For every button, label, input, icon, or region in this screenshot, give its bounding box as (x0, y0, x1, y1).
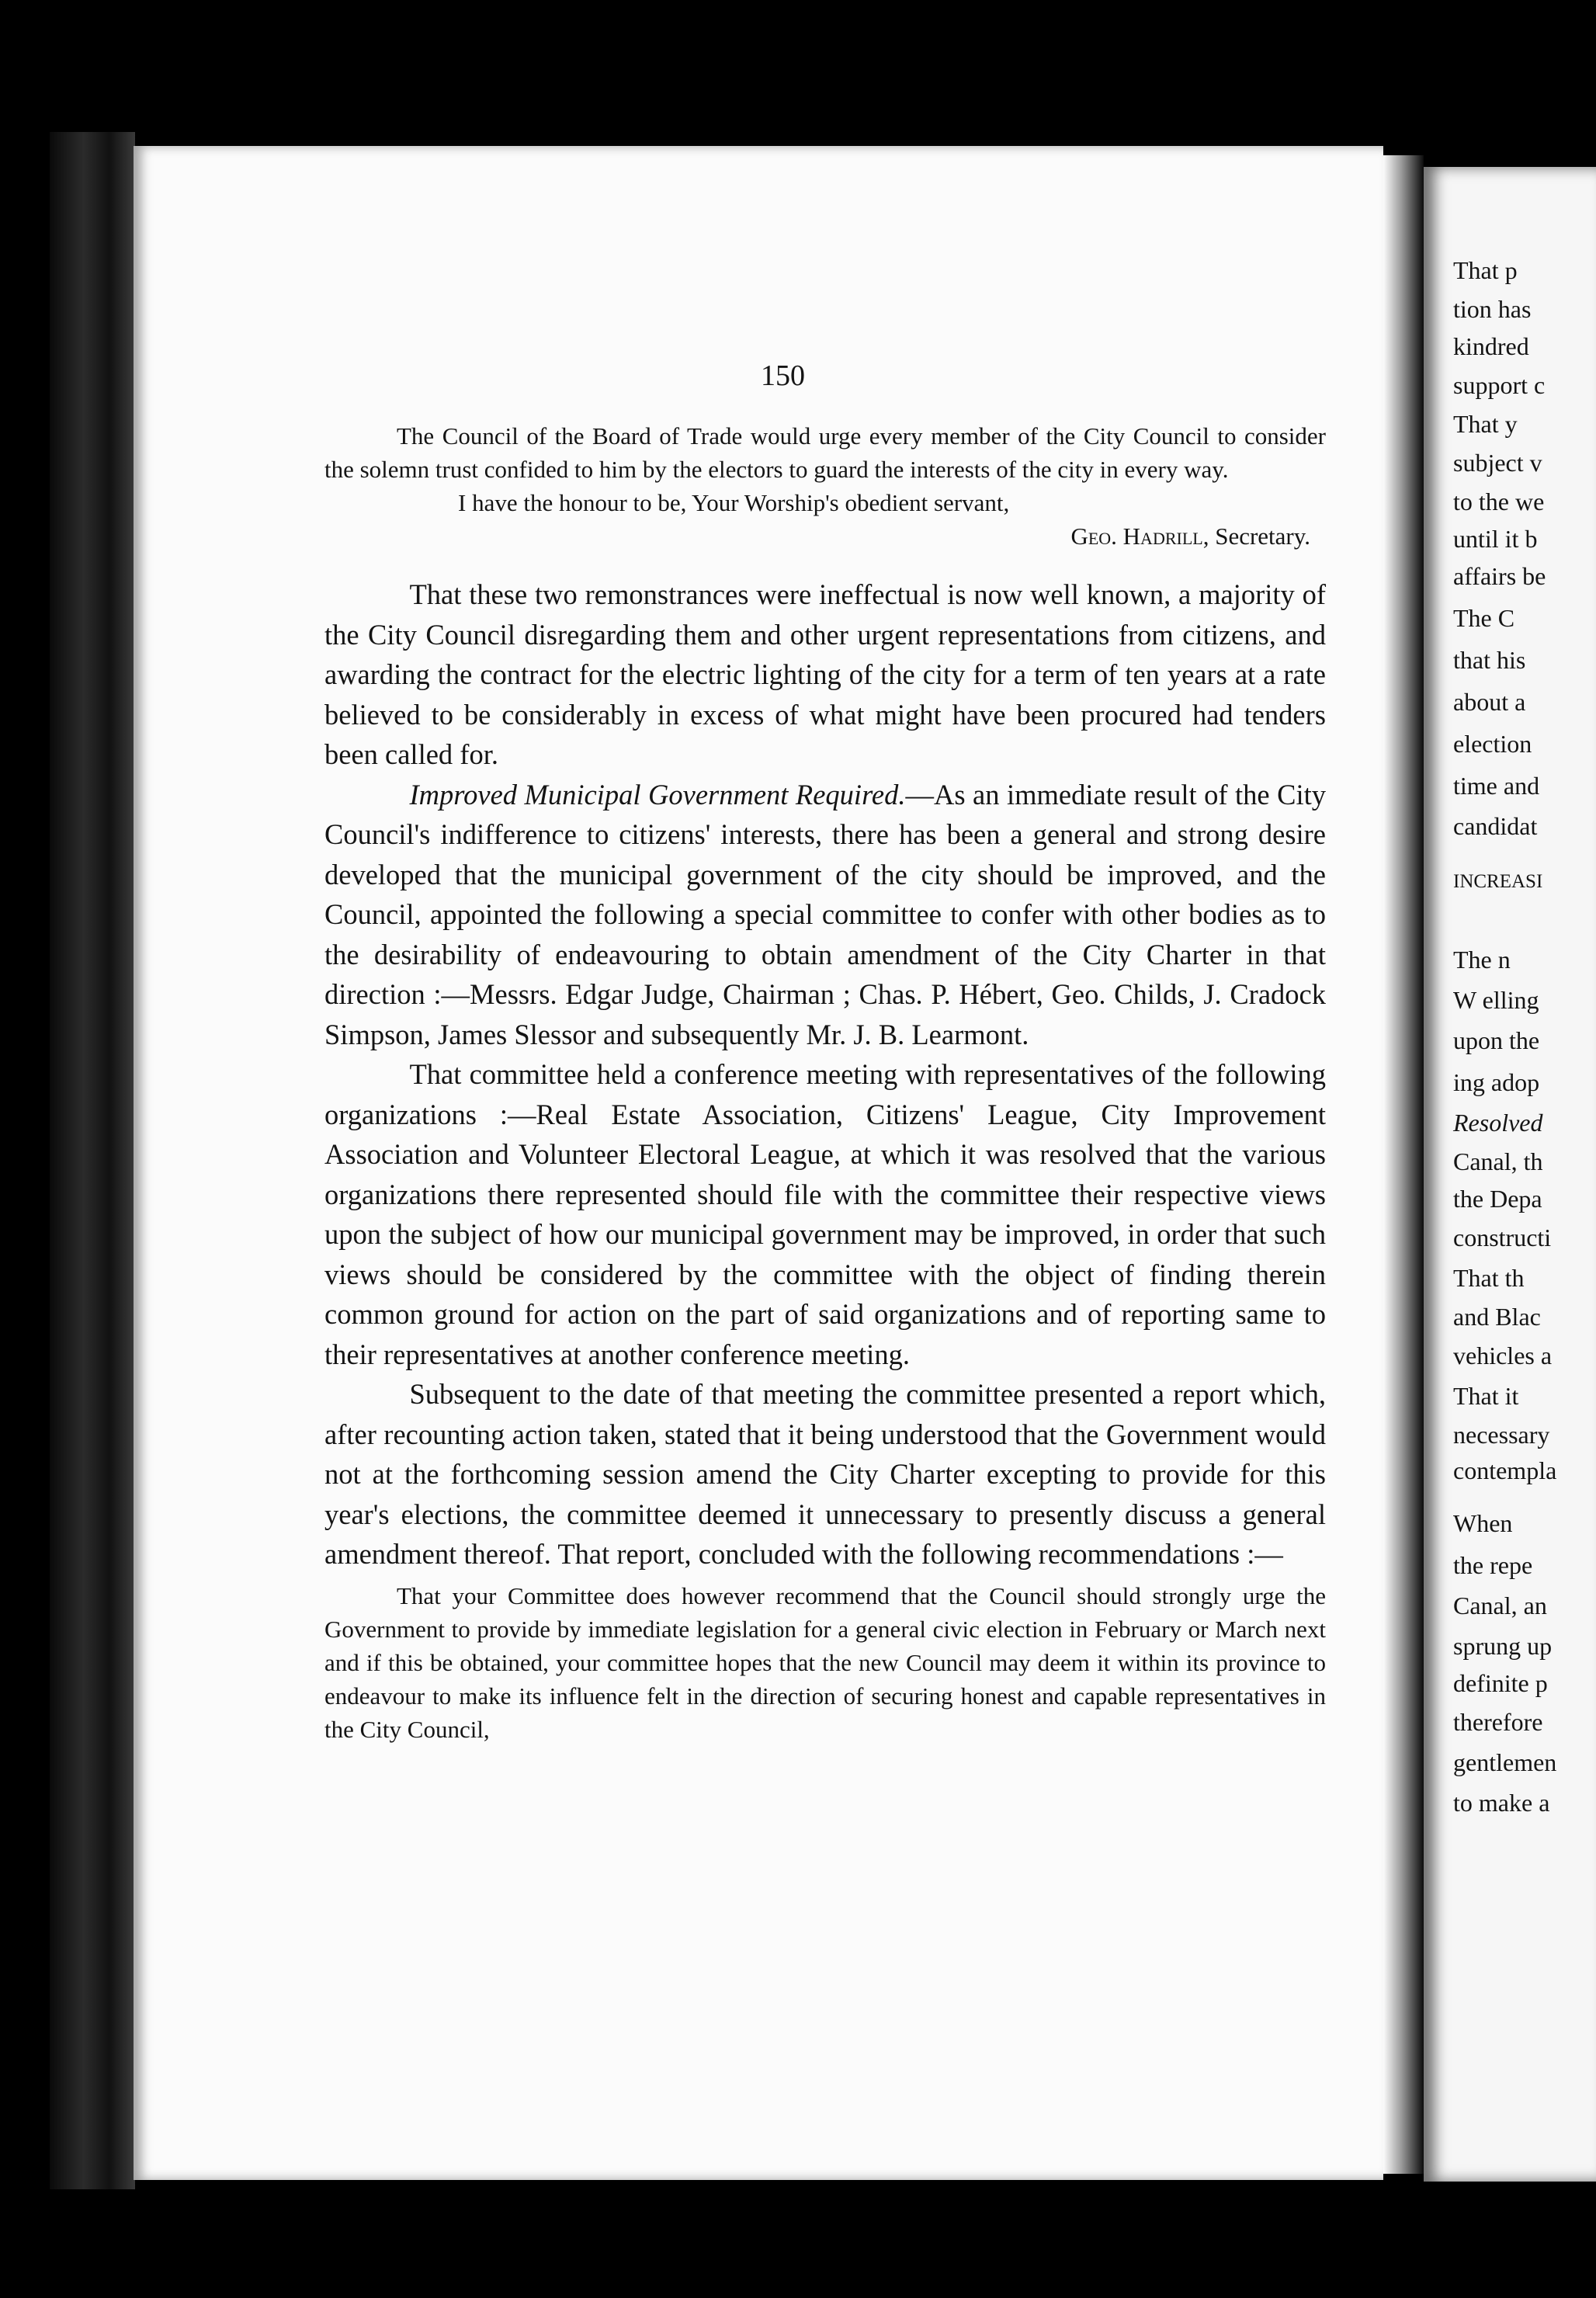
facing-page-line: about a (1453, 688, 1526, 716)
page-text (324, 419, 1326, 1746)
facing-page-line: Canal, th (1453, 1147, 1543, 1175)
quoted-recommendation: That your Committee does however recommend that the Council should strongly urge the Government to provide by immediate legislation for a general civic election in February or March next and if this be obtained, your committee hopes that the new Council may deem it within its province to endeavour to make its influence felt in the direction of securing honest and capable representatives in the City Council, (324, 1581, 1326, 1743)
facing-page-line: W elling (1453, 986, 1539, 1014)
facing-page-line: election (1453, 730, 1532, 758)
facing-page-line: that his (1453, 646, 1526, 674)
page-number: 150 (761, 359, 805, 392)
facing-page-line: time and (1453, 772, 1540, 800)
facing-page-line: Resolved (1453, 1109, 1543, 1137)
facing-page-line: subject v (1453, 449, 1542, 477)
facing-page-line: and Blac (1453, 1303, 1541, 1331)
facing-page-line: constructi (1453, 1224, 1552, 1251)
paragraph-improved-government (324, 775, 1326, 1055)
facing-page-line: sprung up (1453, 1632, 1553, 1660)
paragraph-improved-government-text: —As an immediate result of the City Council's indifference to citizens' interests, there has been a general and strong desire developed that the municipal government of the city should be improved, and the Council, appointed the following a special committee to confer with other bodies as to the desirability of endeavouring to obtain amendment of the City Charter in that direction :—Messrs. Edgar Judge, Chairman ; Chas. P. Hébert, Geo. Childs, J. Cradock Simpson, James Slessor and subsequently Mr. J. B. Learmont. (324, 778, 1326, 1050)
facing-page-line: contempla (1453, 1456, 1557, 1484)
facing-page-line: Canal, an (1453, 1592, 1547, 1619)
letter-signature (324, 519, 1326, 553)
facing-page-line: That th (1453, 1264, 1525, 1292)
facing-page-line: tion has (1453, 295, 1532, 323)
paragraph-committee-report: Subsequent to the date of that meeting the committee presented a report which, after recounting action taken, stated that it being understood that the Government would not at the forthcoming session amend the City Charter excepting to provide for this year's elections, the committee deemed it unnecessary to presently discuss a general amendment thereof. That report, concluded with the following recommendations :— (324, 1378, 1326, 1570)
facing-page-line: That it (1453, 1382, 1519, 1410)
facing-page-line: The n (1453, 946, 1511, 974)
facing-page-line: kindred (1453, 332, 1529, 360)
facing-page-line: candidat (1453, 812, 1538, 840)
book-gutter (1383, 155, 1424, 2174)
facing-page-line: to make a (1453, 1789, 1550, 1817)
letter-closing-line: I have the honour to be, Your Worship's obedient servant, (458, 489, 1010, 516)
facing-page-line: vehicles a (1453, 1342, 1553, 1369)
facing-page-line: the Depa (1453, 1185, 1542, 1213)
facing-page-line: definite p (1453, 1669, 1548, 1697)
facing-page-line: upon the (1453, 1026, 1540, 1054)
section-heading: Improved Municipal Government Required. (409, 778, 906, 811)
facing-page-line: That p (1453, 256, 1518, 284)
signature-title: , Secretary. (1202, 522, 1310, 550)
paragraph-committee-conference: That committee held a conference meeting with representatives of the following organizations :—Real Estate Association, Citizens' League, City Improvement Association and Volunteer Electoral League, at which it was resolved that the various organizations there represented should file with the committee their respective views upon the subject of how our municipal government may be improved, in order that such views should be considered by the committee with the object of finding therein common ground for action on the part of said organizations and of reporting same to their representatives at another conference meeting. (324, 1058, 1326, 1370)
facing-page-line: ing adop (1453, 1068, 1540, 1096)
facing-page-line: necessary (1453, 1421, 1550, 1449)
facing-page-line: support c (1453, 371, 1546, 399)
facing-page-line: The C (1453, 604, 1515, 632)
facing-page (1424, 167, 1596, 2182)
facing-page-line: INCREASI (1453, 871, 1543, 892)
book-binding (50, 132, 135, 2189)
paragraph-remonstrances: That these two remonstrances were ineffectual is now well known, a majority of the City Council disregarding them and other urgent representations from citizens, and awarding the contract for the electric lighting of the city for a term of ten years at a rate believed to be considerably in excess of what might have been procured had tenders been called for. (324, 578, 1326, 770)
facing-page-line: That y (1453, 410, 1518, 438)
signature-name: Geo. Hadrill (1070, 522, 1203, 550)
facing-page-line: When (1453, 1509, 1513, 1537)
facing-page-line: therefore (1453, 1708, 1543, 1736)
facing-page-line: the repe (1453, 1551, 1533, 1579)
facing-page-line: until it b (1453, 525, 1538, 553)
facing-page-line: to the we (1453, 488, 1545, 515)
letter-paragraph: The Council of the Board of Trade would urge every member of the City Council to consider the solemn trust confided to him by the electors to guard the interests of the city in every way. (324, 422, 1326, 483)
facing-page-line: gentlemen (1453, 1748, 1557, 1776)
facing-page-line: affairs be (1453, 562, 1546, 590)
